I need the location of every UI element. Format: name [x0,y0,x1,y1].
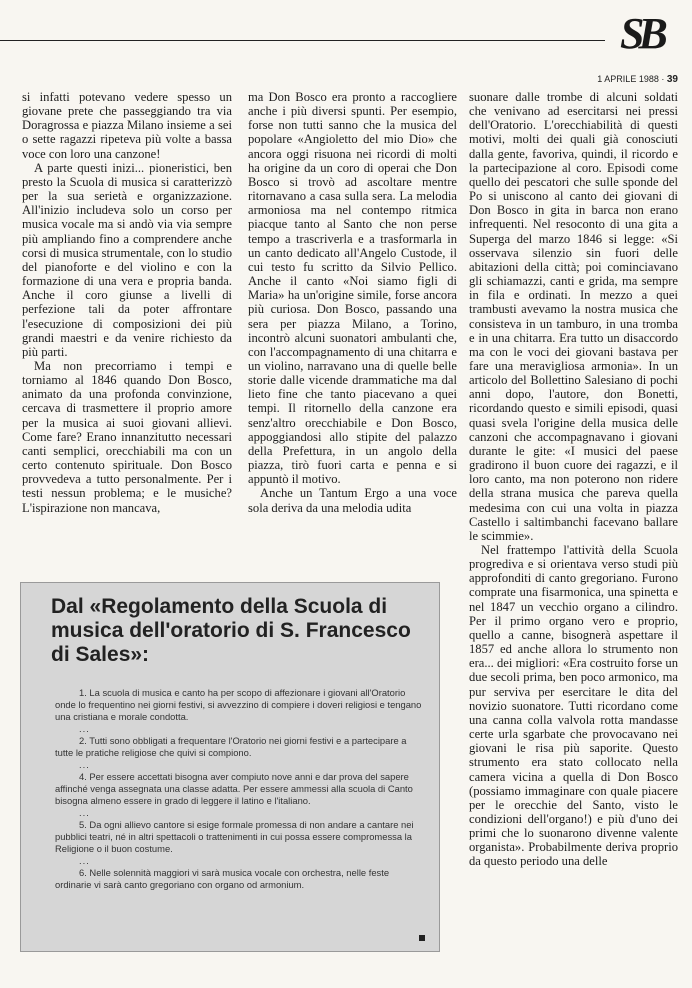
ellipsis: ... [79,807,90,818]
paragraph: suonare dalle trombe di alcuni soldati che venivano ad esercitarsi nei pressi dell'Oratorio. L'orecchiabilità di questi motivi, molti dei quali già conosciuti dalla gente, favoriva, quindi, il ricordo e la partecipazione al coro. Episodi come quello dei pescatori che sulle sponde del Po si uniscono al canto dei giovani di Don Bosco in gita in barca non erano infrequenti. Nel resoconto di una gita a Superga del marzo 1846 si legge: «Si osservava silenzio sin fuori delle abitazioni della città; poi cominciavano gli schiamazzi, canti e grida, ma sempre in fila e ordinati. In mezzo a quei trambusti avevamo la nostra musica che consisteva in un tamburo, in una tromba e in una chitarra. Era tutto un disaccordo ma con le voci dei giovani bastava per fare una meravigliosa armonia». In un articolo del Bollettino Salesiano di pochi anni dopo, l'autore, don Bonetti, ricordando questo e simili episodi, quasi quasi svela l'origine della musica delle canzoni che accompagnavano i giovani durante le gite: «I musici del paese gradirono il buon cuore dei ragazzi, e il loro canto, ma non poterono non ridere della strana musica che pareva quella medesima con cui una volta in piazza Castello i saltimbanchi facevano ballare le scimmie». [469,90,678,543]
text-column-3 [469,90,678,869]
text-column-2 [248,90,457,515]
page-info [597,74,678,85]
end-mark-icon [419,935,425,941]
regulation-item: 6. Nelle solennità maggiori vi sarà musica vocale con orchestra, nelle feste ordinarie vi sarà canto gregoriano con organo od armonium. [55,867,390,890]
paragraph: Nel frattempo l'attività della Scuola progrediva e si orientava verso studi più approfonditi di canto gregoriano. Furono comprate una fisarmonica, una spinetta e nel 1847 un vecchio organo a cilindro. Per il primo organo vero e proprio, quello a canne, bisognerà aspettare il 1857 ed anche allora lo strumento non era... dei migliori: «Era costruito forse un due secoli prima, ben poco armonico, ma pur serviva per esercitare le dita del novizio suonatore. Tutti ricordano come una canna colla valvola rotta mandasse certe urla sgarbate che provocavano nei giovani le risa più saporite. Questo strumento era stato collocato nella camera vicina a quella di Don Bosco (possiamo immaginare con quale piacere per le orecchie del Santo, visto le condizioni dell'organo!) e più d'uno dei primi che lo suonarono divenne valente organista». Probabilmente deriva proprio da questo periodo una delle [469,543,678,869]
separator: · [661,74,665,84]
regulation-item: 1. La scuola di musica e canto ha per scopo di affezionare i giovani all'Oratorio onde lo frequentino nei giorni festivi, si avvezzino di compiere i doveri religiosi e tengano una cristiana e morale condotta. [55,687,422,722]
paragraph: Ma non precorriamo i tempi e torniamo al 1846 quando Don Bosco, animato da una profonda convinzione, cercava di trasmettere il proprio amore per la musica ai suoi giovani allievi. Come fare? Erano innanzitutto necessari canti semplici, orecchiabili ma con un certo contenuto spirituale. Don Bosco provvedeva a tutto personalmente. Per i testi nessun problema; e le musiche? L'ispirazione non mancava, [22,358,232,515]
logo-text: SB [620,9,662,58]
paragraph: ma Don Bosco era pronto a raccogliere anche i più diversi spunti. Per esempio, forse non tutti sanno che la musica del popolare «Angioletto del mio Dio» che ancora oggi risuona nei ricordi di molti ha origine da un coro di operai che Don Bosco si trovò ad ascoltare mentre ritornavano a casa sulla sera. La melodia armoniosa ma nel contempo ritmica piacque tanto al Santo che non perse tempo a trascriverla e a trasformarla in un canto dedicato all'Angelo Custode, il cui testo fu scritto da Silvio Pellico. Anche il canto «Noi siamo figli di Maria» ha un'origine simile, forse ancora più curiosa. Don Bosco, passando una sera per piazza Milano, a Torino, incontrò alcuni suonatori ambulanti che, con l'accompagnamento di una chitarra e un violino, narravano una di quelle belle storie dalle vicende drammatiche ma dal lieto fine che tanto piacevano a quei tempi. Il ritornello della canzone era senz'altro orecchiabile e Don Bosco, appoggiandosi allo stipite del palazzo della Prefettura, in un angolo della piazza, tirò fuori carta e penna e si appuntò il motivo. [248,90,457,487]
paragraph: Anche un Tantum Ergo a una voce sola deriva da una melodia udita [248,486,457,515]
ellipsis: ... [79,723,90,734]
header-rule [0,40,605,41]
regulation-item: 2. Tutti sono obbligati a frequentare l'Oratorio nei giorni festivi e a partecipare a tutte le pratiche religiose che quivi si compiono. [55,735,407,758]
page-number: 39 [666,74,678,85]
paragraph: A parte questi inizi... pioneristici, ben presto la Scuola di musica si caratterizzò per la sua serietà e organizzazione. All'inizio includeva solo un corso per musica vocale ma si andò via via sempre più ampliando fino a comprendere anche corsi di musica strumentale, con lo studio del pianoforte e del violino e con la formazione di una vera e propria banda. Anche il coro giunse a livelli di perfezione tali da poter affrontare l'esecuzione di composizioni dei più grandi maestri e da venire richiesto da più parti. [22,160,232,359]
ellipsis: ... [79,855,90,866]
paragraph: si infatti potevano vedere spesso un giovane prete che passeggiando tra via Doragrossa e piazza Milano insieme a sei o sette ragazzi ripeteva più volte a bassa voce con loro una canzone! [22,90,232,161]
box-body [55,687,423,899]
text-column-1 [22,90,232,515]
magazine-logo [618,10,688,68]
issue-date: 1 APRILE 1988 [597,74,659,84]
ellipsis: ... [79,759,90,770]
regulation-item: 4. Per essere accettati bisogna aver compiuto nove anni e dar prova del sapere affinché venga assegnata una classe adatta. Per essere ammessi alla scuola di Canto bisogna almeno essere in grado di leggere il latino e l'italiano. [55,771,413,806]
regulation-item: 5. Da ogni allievo cantore si esige formale promessa di non andare a cantare nei pubblici teatri, né in altri spettacoli o trattenimenti in cui possa essere compromessa la Religione o il buon costume. [55,819,414,854]
box-title: Dal «Regolamento della Scuola di musica dell'oratorio di S. Francesco di Sales»: [51,595,411,666]
regulation-sidebar-box [20,582,440,952]
